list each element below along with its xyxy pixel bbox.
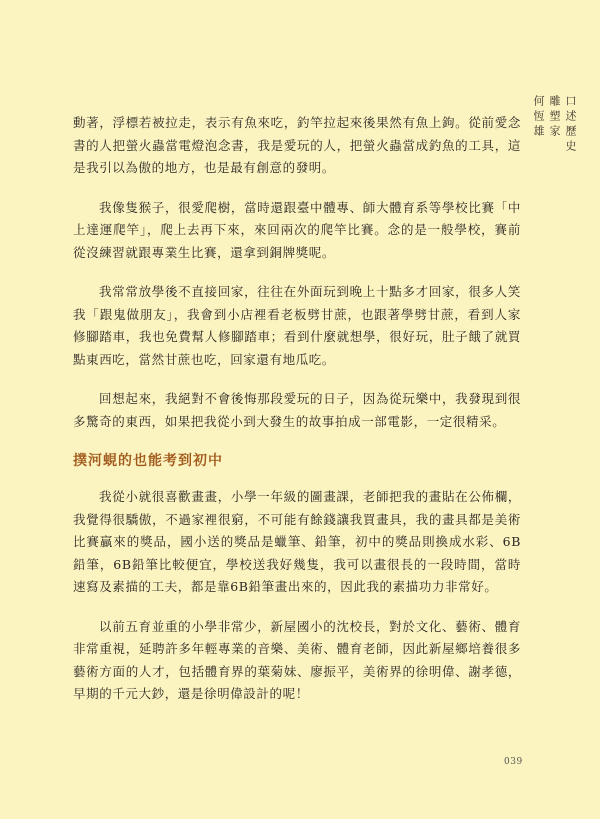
section-heading: 撲河蜆的也能考到初中 xyxy=(73,453,223,469)
page-number: 039 xyxy=(504,757,523,767)
paragraph-3: 我常常放學後不直接回家，往往在外面玩到晚上十點多才回家，很多人笑我「跟鬼做朋友」，我會到小店裡看老板劈甘蔗，也跟著學劈甘蔗，看到人家修腳踏車，我也免費幫人修腳踏車；看到什麼就想學，很好玩，肚子餓了就買點東西吃，當然甘蔗也吃，回家還有地瓜吃。 xyxy=(73,284,521,367)
paragraph-5: 我從小就很喜歡畫畫，小學一年級的圖畫課，老師把我的畫貼在公佈欄，我覺得很驕傲，不過家裡很窮，不可能有餘錢讓我買畫具，我的畫具都是美術比賽贏來的獎品，國小送的獎品是蠟筆、鉛筆，初中的獎品則換成水彩、6B鉛筆，6B鉛筆比較便宜，學校送我好幾隻，我可以畫很長的一段時間，當時速寫及素描的工夫，都是靠6B鉛筆畫出來的，因此我的素描功力非常好。 xyxy=(73,489,521,594)
running-head-subject: 雕塑家 xyxy=(548,95,561,140)
paragraph-1: 動著，浮標若被拉走，表示有魚來吃，釣竿拉起來後果然有魚上鉤。從前愛念書的人把螢火蟲當電燈泡念書，我是愛玩的人，把螢火蟲當成釣魚的工具，這是我引以為傲的地方，也是最有創意的發明。 xyxy=(73,115,521,175)
running-head-book: 口述歷史 xyxy=(564,95,577,155)
body-text xyxy=(73,112,521,723)
running-head-name: 何恆雄 xyxy=(532,95,545,140)
paragraph-6: 以前五育並重的小學非常少，新屋國小的沈校長，對於文化、藝術、體育非常重視，延聘許多年輕專業的音樂、美術、體育老師，因此新屋鄉培養很多藝術方面的人才，包括體育界的葉菊妹、廖振平，美術界的徐明偉、謝孝德，早期的千元大鈔，還是徐明偉設計的呢！ xyxy=(73,618,521,701)
paragraph-4: 回想起來，我絕對不會後悔那段愛玩的日子，因為從玩樂中，我發現到很多驚奇的東西，如果把我從小到大發生的故事拍成一部電影，一定很精采。 xyxy=(73,391,521,429)
paragraph-2: 我像隻猴子，很愛爬樹，當時還跟臺中體專、師大體育系等學校比賽「中上達運爬竿」，爬上去再下來，來回兩次的爬竿比賽。念的是一般學校，賽前從沒練習就跟專業生比賽，還拿到銅牌獎呢。 xyxy=(73,199,521,260)
running-head xyxy=(530,95,578,155)
